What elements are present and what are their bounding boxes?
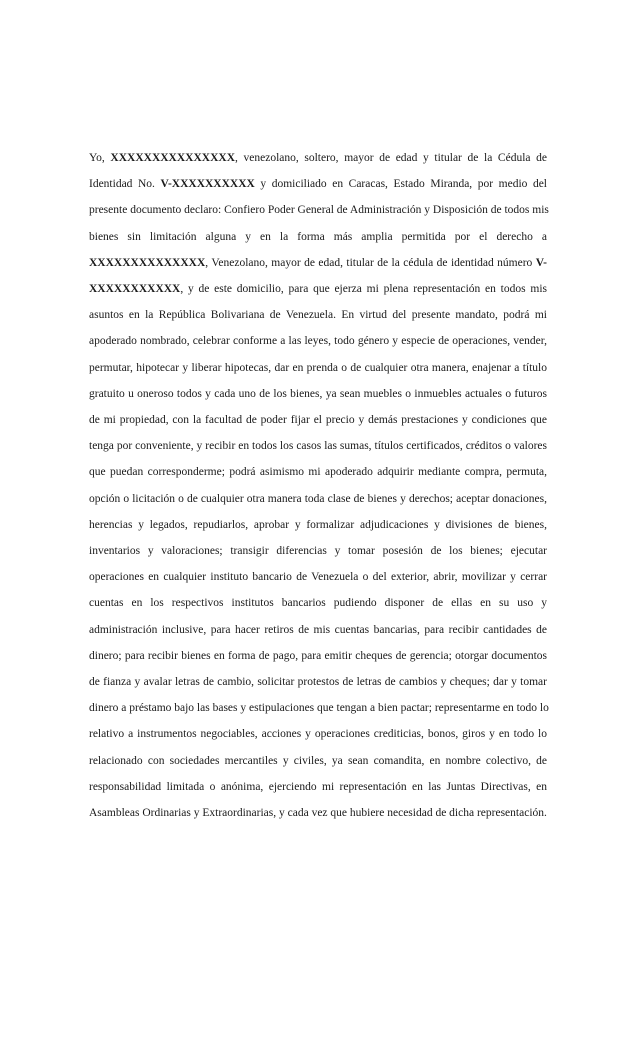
document-line [89, 150, 547, 166]
document-line [89, 176, 547, 192]
document-line [89, 622, 547, 638]
text-segment: de mi propiedad, con la facultad de poder fijar el precio y demás prestaciones y condiciones que [89, 414, 547, 426]
document-line [89, 412, 547, 428]
text-segment: , Venezolano, mayor de edad, titular de la cédula de identidad número [205, 256, 536, 269]
text-segment: operaciones en cualquier instituto bancario de Venezuela o del exterior, abrir, movilizar y cerrar [89, 571, 547, 584]
document-line [89, 229, 547, 245]
document-line [89, 307, 547, 323]
text-segment: Asambleas Ordinarias y Extraordinarias, y cada vez que hubiere necesidad de dicha representación. [89, 807, 547, 819]
bold-text-segment: V- [535, 256, 547, 269]
text-segment: relacionado con sociedades mercantiles y civiles, ya sean comandita, en nombre colectivo, de [89, 754, 547, 767]
text-segment: tenga por conveniente, y recibir en todos los casos las sumas, títulos certificados, créditos o valores [89, 440, 547, 453]
text-segment: , venezolano, soltero, mayor de edad y titular de la Cédula de [235, 152, 547, 164]
document-line [89, 726, 547, 742]
text-segment: dinero; para recibir bienes en forma de pago, para emitir cheques de gerencia; otorgar documentos [89, 649, 547, 662]
text-segment: Identidad No. [89, 178, 161, 191]
document-line [89, 595, 547, 611]
text-segment: dinero a préstamo bajo las bases y estipulaciones que tengan a bien pactar; representarme en todo lo [89, 702, 549, 715]
text-segment: gratuito u oneroso todos y cada uno de los bienes, ya sean muebles o inmuebles actuales o futuros [89, 387, 547, 400]
text-segment: permutar, hipotecar y liberar hipotecas, dar en prenda o de cualquier otra manera, enajenar a título [89, 361, 547, 374]
text-segment: administración inclusive, para hacer retiros de mis cuentas bancarias, para recibir cantidades de [89, 623, 547, 636]
document-line [89, 360, 547, 376]
text-segment: que puedan corresponderme; podrá asimismo mi apoderado adquirir mediante compra, permuta, [89, 466, 547, 479]
document-line [89, 543, 547, 559]
document-line [89, 255, 547, 271]
text-segment: asuntos en la República Bolivariana de Venezuela. En virtud del presente mandato, podrá mi [89, 309, 547, 322]
text-segment: apoderado nombrado, celebrar conforme a las leyes, todo género y especie de operaciones, vender, [89, 335, 547, 348]
document-line [89, 805, 547, 821]
text-segment: inventarios y valoraciones; transigir diferencias y tomar posesión de los bienes; ejecutar [89, 545, 547, 557]
text-segment: presente documento declaro: Confiero Poder General de Administración y Disposición de todos mis [89, 204, 549, 217]
text-segment: herencias y legados, repudiarlos, aprobar y formalizar adjudicaciones y divisiones de bienes, [89, 518, 547, 531]
text-segment: de fianza y avalar letras de cambio, solicitar protestos de letras de cambios y cheques; dar y tomar [89, 676, 547, 688]
text-segment: Yo, [89, 152, 111, 164]
text-segment: relativo a instrumentos negociables, acciones y operaciones crediticias, bonos, giros y en todo lo [89, 728, 547, 741]
document-line [89, 333, 547, 349]
bold-text-segment: V-XXXXXXXXXX [160, 178, 255, 191]
document-line [89, 281, 547, 297]
text-segment: y domiciliado en Caracas, Estado Miranda, por medio del [254, 178, 548, 191]
document-line [89, 464, 547, 480]
document-line [89, 700, 547, 716]
bold-text-segment: XXXXXXXXXXXXXX [89, 256, 206, 269]
document-line [89, 491, 547, 507]
text-segment: cuentas en los respectivos institutos bancarios pudiendo disponer de ellas en su uso y [89, 597, 547, 610]
document-line [89, 202, 547, 218]
bold-text-segment: XXXXXXXXXXX [89, 283, 181, 295]
text-segment: responsabilidad limitada o anónima, ejerciendo mi representación en las Juntas Directivas, en [89, 780, 547, 793]
document-line [89, 569, 547, 585]
document-line [89, 438, 547, 454]
bold-text-segment: XXXXXXXXXXXXXXX [110, 152, 235, 164]
text-segment: bienes sin limitación alguna y en la forma más amplia permitida por el derecho a [89, 230, 547, 243]
text-segment: , y de este domicilio, para que ejerza mi plena representación en todos mis [180, 283, 547, 295]
document-line [89, 386, 547, 402]
text-segment: opción o licitación o de cualquier otra manera toda clase de bienes y derechos; aceptar donaciones, [89, 492, 547, 505]
document-line [89, 753, 547, 769]
document-line [89, 779, 547, 795]
document-line [89, 648, 547, 664]
document-line [89, 674, 547, 690]
document-line [89, 517, 547, 533]
